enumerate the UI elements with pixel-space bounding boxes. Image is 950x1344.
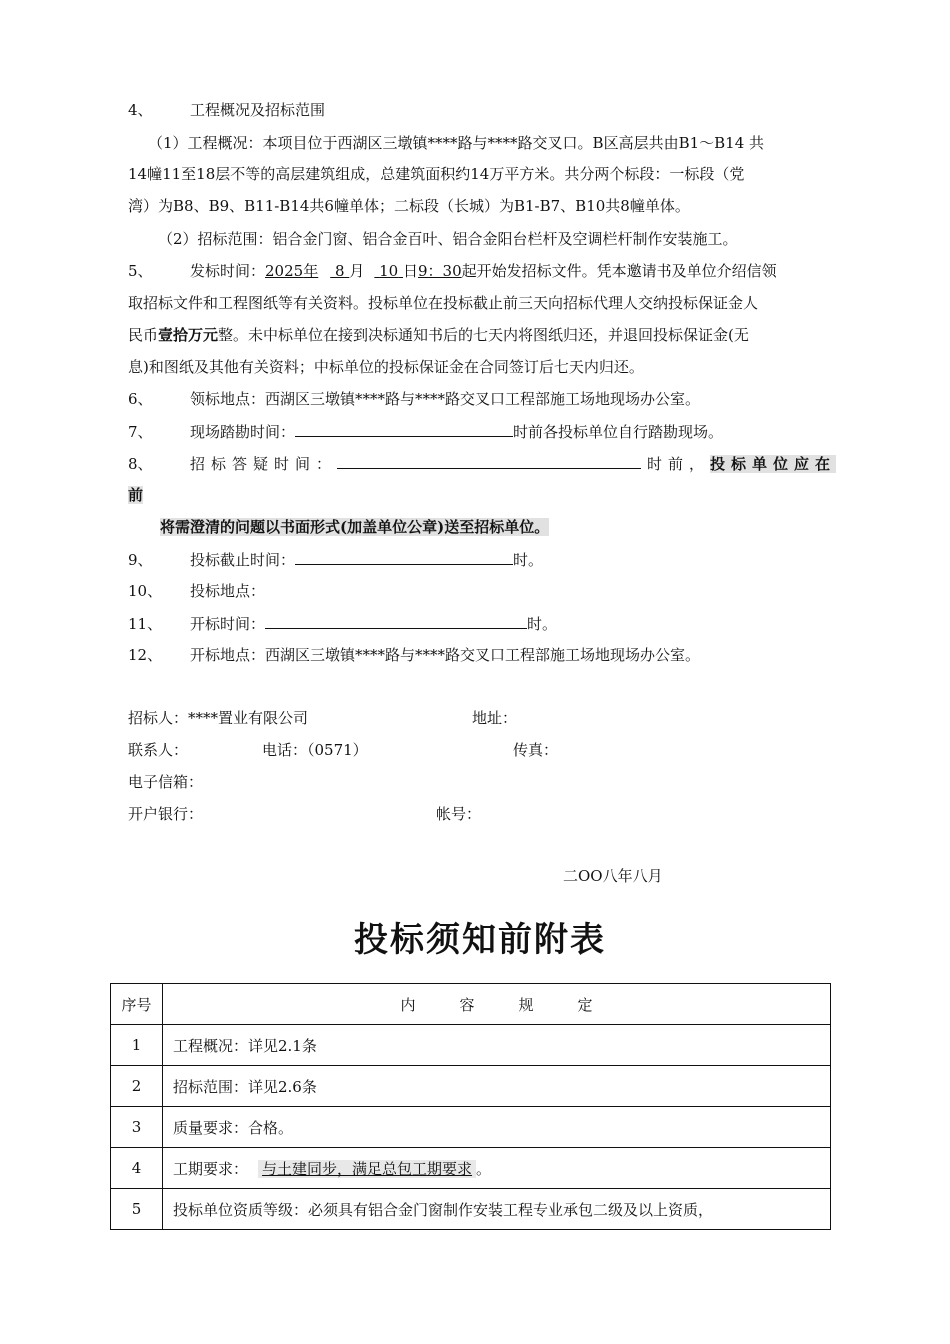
item-number: 10、	[128, 582, 163, 600]
bank-label: 开户银行：	[128, 805, 204, 823]
table-row: 2 招标范围：详见2.6条	[111, 1066, 831, 1107]
issue-month-unit: 月	[349, 262, 365, 280]
email-label: 电子信箱：	[128, 773, 204, 791]
item-5-line-3: 民币壹拾万元整。未中标单位在接到决标通知书后的七天内将图纸归还，并退回投标保证金(无	[128, 326, 749, 344]
item-text: 领标地点：西湖区三墩镇****路与****路交叉口工程部施工场地现场办公室。	[190, 390, 701, 408]
table-row: 4 工期要求： 与土建同步，满足总包工期要求 。	[111, 1148, 831, 1189]
scope-line: （2）招标范围：铝合金门窗、铝合金百叶、铝合金阳台栏杆及空调栏杆制作安装施工。	[158, 230, 738, 248]
tenderer: 招标人：****置业有限公司	[128, 709, 309, 727]
table-header-row	[111, 984, 831, 1025]
address-label: 地址：	[472, 709, 518, 727]
qa-highlight-2: 前	[128, 486, 144, 504]
item-9	[128, 549, 543, 570]
deadline-blank[interactable]	[295, 549, 513, 565]
item-text: 开标地点：西湖区三墩镇****路与****路交叉口工程部施工场地现场办公室。	[190, 646, 701, 664]
item-number: 6、	[128, 390, 153, 408]
item-number: 4、	[128, 101, 153, 119]
qa-highlight-1: 投标单位应在	[710, 455, 837, 473]
deposit-amount: 壹拾万元	[158, 326, 219, 344]
deadline-rest: 时。	[513, 551, 544, 569]
opening-time-label: 开标时间：	[190, 615, 266, 633]
item-5-line-4: 息)和图纸及其他有关资料；中标单位的投标保证金在合同签订后七天内归还。	[128, 358, 644, 376]
issue-year: 2025	[265, 262, 304, 280]
overview-line-1: （1）工程概况：本项目位于西湖区三墩镇****路与****路交叉口。B区高层共由B1～B14 共	[148, 134, 765, 152]
overview-line-3: 湾）为B8、B9、B11-B14共6幢单体；二标段（长城）为B1-B7、B10共8幢单体。	[128, 197, 690, 215]
qa-time-blank[interactable]	[337, 453, 641, 469]
opening-time-rest: 时。	[527, 615, 558, 633]
site-visit-rest: 时前各投标单位自行踏勘现场。	[513, 423, 724, 441]
phone-label: 电话：（0571）	[262, 741, 368, 759]
item-number: 8、	[128, 455, 153, 473]
appendix-title: 投标须知前附表	[354, 920, 606, 960]
issue-day: 10	[379, 262, 399, 280]
item-8-line-3	[160, 517, 549, 537]
item-11	[128, 613, 557, 634]
item-number: 9、	[128, 551, 153, 569]
bid-location-label: 投标地点：	[190, 582, 266, 600]
header-no: 序号	[111, 984, 163, 1025]
item-text: 工程概况及招标范围	[190, 101, 326, 119]
schedule-fill: 与土建同步，满足总包工期要求	[258, 1160, 476, 1178]
overview-line-2: 14幢11至18层不等的高层建筑组成，总建筑面积约14万平方米。共分两个标段：一标段（党	[128, 165, 745, 183]
item-8	[128, 453, 836, 474]
issue-month: 8	[335, 262, 345, 280]
item-number: 7、	[128, 423, 153, 441]
item-5-line-2: 取招标文件和工程图纸等有关资料。投标单位在投标截止前三天向招标代理人交纳投标保证金人	[128, 294, 759, 312]
issue-time: 9：30	[418, 262, 462, 280]
table-row: 5 投标单位资质等级：必须具有铝合金门窗制作安装工程专业承包二级及以上资质，	[111, 1189, 831, 1230]
item-5	[128, 261, 777, 281]
item-number: 5、	[128, 262, 153, 280]
item-8-line-2	[128, 485, 143, 505]
issue-time-label: 发标时间：	[190, 262, 266, 280]
issue-rest: 起开始发招标文件。凭本邀请书及单位介绍信领	[461, 262, 777, 280]
table-row: 3 质量要求：合格。	[111, 1107, 831, 1148]
qa-time-label: 招标答疑时间：	[190, 455, 338, 473]
header-content: 内 容 规 定	[163, 984, 831, 1025]
qa-highlight-3: 将需澄清的问题以书面形式(加盖单位公章)送至招标单位。	[160, 518, 550, 536]
schedule-label: 工期要求：	[173, 1159, 249, 1178]
deadline-label: 投标截止时间：	[190, 551, 296, 569]
contact-person-label: 联系人：	[128, 741, 189, 759]
document-date: 二OO八年八月	[563, 867, 663, 885]
item-number: 11、	[128, 615, 163, 633]
item-7	[128, 421, 723, 442]
issue-day-unit: 日	[403, 262, 419, 280]
appendix-table	[110, 983, 831, 1230]
site-visit-blank[interactable]	[295, 421, 513, 437]
item-4	[128, 100, 325, 120]
issue-year-unit: 年	[303, 262, 319, 280]
item-number: 12、	[128, 646, 163, 664]
item-6	[128, 389, 700, 409]
table-row: 1 工程概况：详见2.1条	[111, 1025, 831, 1066]
item-10	[128, 581, 265, 601]
qa-time-rest: 时前，	[647, 455, 711, 473]
fax-label: 传真：	[513, 741, 559, 759]
item-12	[128, 645, 700, 665]
opening-time-blank[interactable]	[265, 613, 527, 629]
site-visit-label: 现场踏勘时间：	[190, 423, 296, 441]
account-label: 帐号：	[436, 805, 482, 823]
